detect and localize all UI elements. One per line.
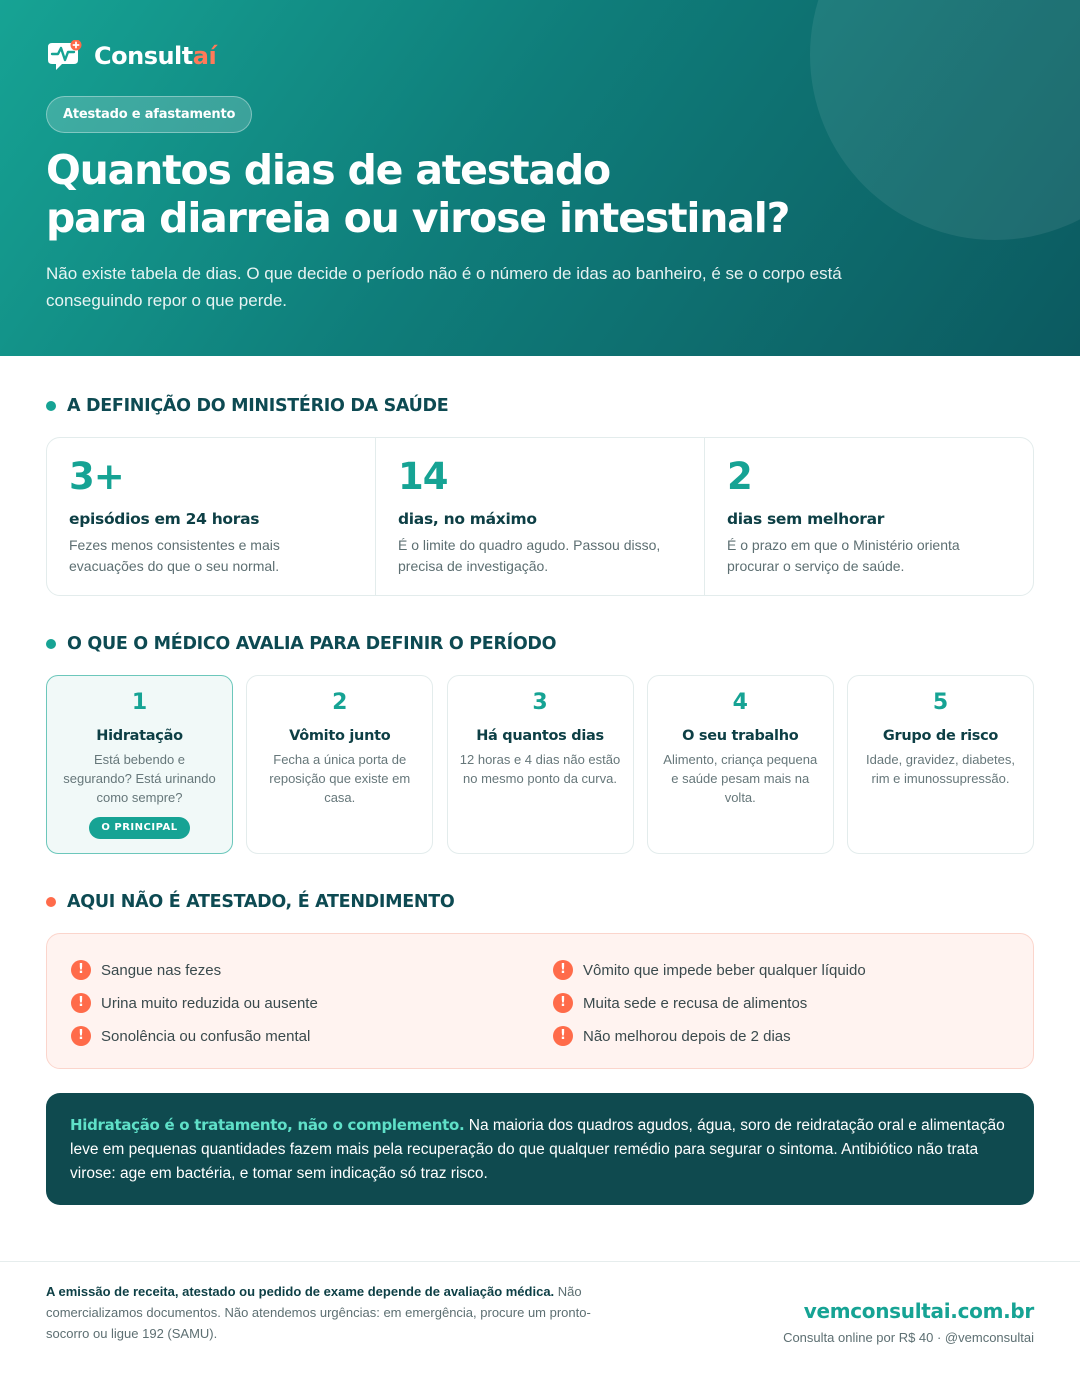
list-item: [71, 992, 318, 1014]
stat-label: dias, no máximo: [398, 510, 537, 528]
stat-label: dias sem melhorar: [727, 510, 885, 528]
criteria-card-vomit: [246, 675, 433, 854]
stat-description: É o limite do quadro agudo. Passou disso, precisa de investigação.: [398, 537, 661, 574]
treatment-callout: [46, 1093, 1034, 1205]
page-title: [46, 146, 906, 242]
list-item: [553, 959, 866, 981]
list-item: [71, 959, 221, 981]
brand-name: Consultaí: [94, 42, 217, 70]
warning-text: Vômito que impede beber qualquer líquido: [583, 961, 866, 979]
chat-heartbeat-icon: [48, 40, 82, 72]
card-title: Vômito junto: [289, 728, 391, 744]
card-number: 5: [932, 690, 949, 715]
main-criterion-badge: O PRINCIPAL: [89, 817, 189, 839]
title-line-2: para diarreia ou virose intestinal?: [46, 194, 790, 242]
section-heading-definition: A DEFINIÇÃO DO MINISTÉRIO DA SAÚDE: [46, 396, 448, 416]
warning-text: Não melhorou depois de 2 dias: [583, 1027, 791, 1045]
hero-banner: [0, 0, 1080, 356]
stat-card: [705, 438, 1033, 595]
exclamation-icon: !: [553, 960, 573, 980]
criteria-card-work: [647, 675, 834, 854]
stat-value: 3+: [69, 455, 124, 498]
exclamation-icon: !: [553, 993, 573, 1013]
card-title: Há quantos dias: [476, 728, 604, 744]
stat-description: Fezes menos consistentes e mais evacuações do que o seu normal.: [69, 537, 280, 574]
title-line-1: Quantos dias de atestado: [46, 146, 610, 194]
criteria-card-hydration: [46, 675, 233, 854]
criteria-card-duration: [447, 675, 634, 854]
exclamation-icon: !: [553, 1026, 573, 1046]
card-number: 4: [732, 690, 748, 715]
category-tag[interactable]: Atestado e afastamento: [46, 96, 252, 133]
stat-value: 14: [398, 455, 448, 498]
list-item: [553, 992, 807, 1014]
bullet-dot-icon: [46, 401, 56, 411]
exclamation-icon: !: [71, 993, 91, 1013]
warning-text: Muita sede e recusa de alimentos: [583, 994, 808, 1012]
card-title: O seu trabalho: [682, 728, 799, 744]
card-description: Está bebendo e segurando? Está urinando como sempre?: [63, 752, 216, 805]
bullet-dot-icon: [46, 897, 56, 907]
criteria-card-risk-group: [847, 675, 1034, 854]
card-description: Fecha a única porta de reposição que existe em casa.: [269, 752, 411, 805]
card-description: Alimento, criança pequena e saúde pesam mais na volta.: [663, 752, 818, 805]
stat-card: [47, 438, 376, 595]
callout-body: Na maioria dos quadros agudos, água, soro de reidratação oral e alimentação leve em pequenas quantidades fazem mais pela recuperação do que qualquer remédio para segurar o sintoma. Antibiótico não trata virose: age em bactéria, e tomar sem indicação só traz risco.: [70, 1117, 1005, 1182]
brand-logo[interactable]: [48, 40, 216, 72]
card-description: 12 horas e 4 dias não estão no mesmo ponto da curva.: [459, 752, 621, 786]
stat-value: 2: [727, 455, 752, 498]
stat-description: É o prazo em que o Ministério orienta procurar o serviço de saúde.: [727, 537, 960, 574]
footer-divider: [0, 1261, 1080, 1262]
footer-meta: Consulta online por R$ 40 · @vemconsultai: [783, 1330, 1034, 1345]
warning-signs-panel: [46, 933, 1034, 1069]
bullet-dot-icon: [46, 639, 56, 649]
card-number: 2: [332, 690, 348, 715]
list-item: [71, 1025, 310, 1047]
card-description: Idade, gravidez, diabetes, rim e imunossupressão.: [866, 752, 1015, 786]
criteria-cards: [46, 675, 1034, 854]
stats-panel: [46, 437, 1034, 596]
card-title: Grupo de risco: [882, 728, 999, 744]
website-link[interactable]: vemconsultai.com.br: [803, 1299, 1034, 1323]
section-heading-criteria: O QUE O MÉDICO AVALIA PARA DEFINIR O PERÍODO: [46, 634, 556, 654]
warning-text: Sangue nas fezes: [101, 961, 222, 979]
warning-text: Sonolência ou confusão mental: [101, 1027, 311, 1045]
exclamation-icon: !: [71, 960, 91, 980]
disclaimer-text: Não comercializamos documentos. Não atendemos urgências: em emergência, procure um pronto-socorro ou ligue 192 (SAMU).: [46, 1284, 591, 1341]
stat-label: episódios em 24 horas: [69, 510, 260, 528]
card-number: 3: [532, 690, 548, 715]
disclaimer-bold: A emissão de receita, atestado ou pedido de exame depende de avaliação médica.: [46, 1284, 555, 1299]
footer-disclaimer: [46, 1281, 626, 1344]
warning-text: Urina muito reduzida ou ausente: [101, 994, 318, 1012]
stat-card: [376, 438, 705, 595]
card-number: 1: [131, 690, 148, 715]
card-title: Hidratação: [96, 728, 183, 744]
hero-subtitle: Não existe tabela de dias. O que decide o período não é o número de idas ao banheiro, é se o corpo está conseguindo repor o que perde.: [46, 264, 842, 310]
exclamation-icon: !: [71, 1026, 91, 1046]
list-item: [553, 1025, 791, 1047]
section-heading-alerts: AQUI NÃO É ATESTADO, É ATENDIMENTO: [46, 892, 454, 912]
callout-lead: Hidratação é o tratamento, não o complemento.: [70, 1116, 465, 1134]
